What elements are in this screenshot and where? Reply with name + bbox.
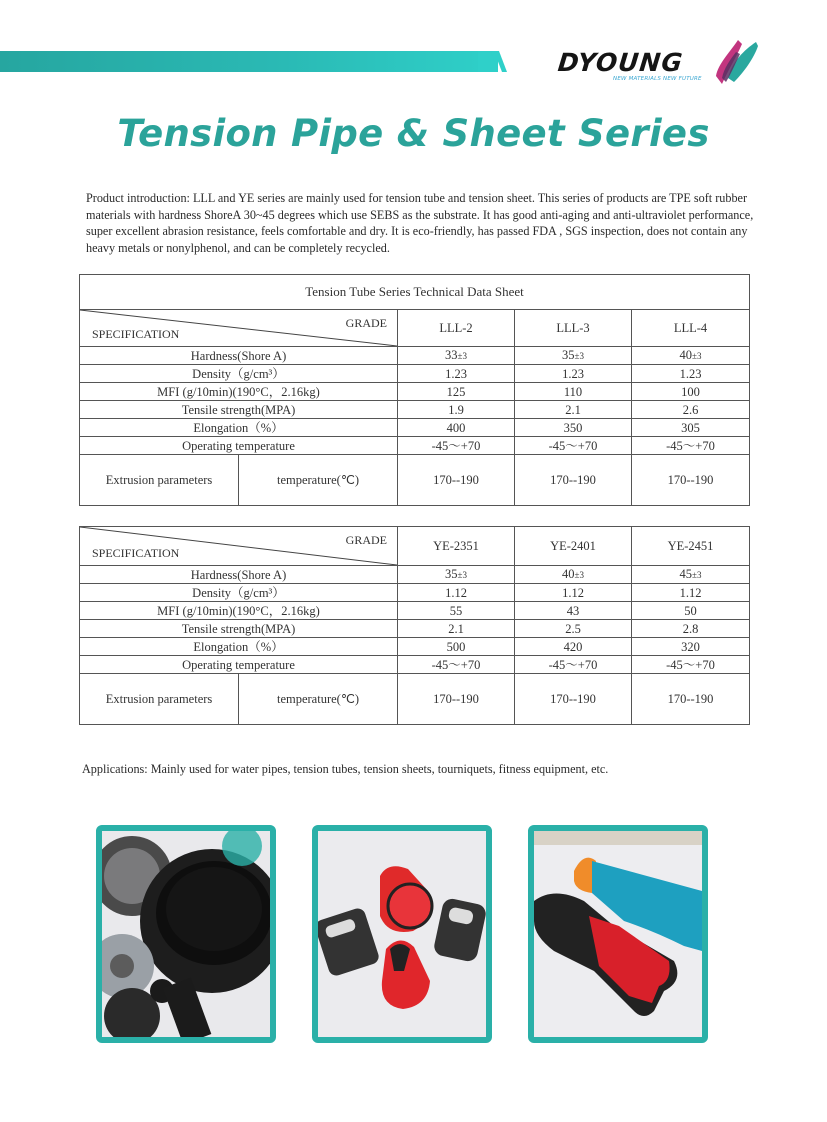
photo-diving-fins [528, 825, 708, 1043]
table-cell: 50 [632, 602, 750, 620]
table-row-extrusion [80, 674, 750, 725]
table-cell: 170--190 [632, 455, 750, 506]
grade-header: LLL-3 [515, 310, 632, 347]
row-label: Elongation（%） [80, 419, 398, 437]
photo-tension-handles [312, 825, 492, 1043]
spec-grade-diagonal-header [80, 310, 398, 347]
table-cell: 170--190 [515, 674, 632, 725]
table-row-tensile [80, 620, 750, 638]
row-label: Operating temperature [80, 656, 398, 674]
table-cell: 320 [632, 638, 750, 656]
spec-grade-diagonal-header [80, 527, 398, 566]
table-cell: 500 [398, 638, 515, 656]
row-label: Hardness(Shore A) [80, 347, 398, 365]
row-label: Tensile strength(MPA) [80, 401, 398, 419]
table-cell: 1.12 [515, 584, 632, 602]
table-cell: 1.12 [398, 584, 515, 602]
grade-header: YE-2351 [398, 527, 515, 566]
table-header-row [80, 527, 750, 566]
table-cell: 1.23 [515, 365, 632, 383]
page-title: Tension Pipe & Sheet Series [117, 112, 710, 155]
table-row-tensile [80, 401, 750, 419]
wheels-image [102, 831, 270, 1037]
table-cell: -45～+70 [398, 437, 515, 455]
table-cell: 43 [515, 602, 632, 620]
tension-tube-datasheet-table [79, 274, 750, 506]
table-row-elongation [80, 419, 750, 437]
grade-header: LLL-2 [398, 310, 515, 347]
table-cell: 110 [515, 383, 632, 401]
table-cell: 2.8 [632, 620, 750, 638]
row-label: Extrusion parameters [80, 674, 239, 725]
table-cell: 35±3 [398, 566, 515, 584]
fins-image [534, 831, 702, 1037]
table-cell: 55 [398, 602, 515, 620]
table-row-mfi [80, 602, 750, 620]
table-cell: 40±3 [632, 347, 750, 365]
table-cell: 1.23 [398, 365, 515, 383]
table-row-density [80, 365, 750, 383]
table-cell: 305 [632, 419, 750, 437]
table-cell: 170--190 [398, 674, 515, 725]
grade-label: GRADE [345, 533, 387, 547]
table-cell: -45～+70 [632, 437, 750, 455]
header-band [0, 51, 498, 72]
table-caption: Tension Tube Series Technical Data Sheet [80, 275, 750, 310]
table-row-operating-temp [80, 656, 750, 674]
table-cell: 33±3 [398, 347, 515, 365]
table-cell: 2.6 [632, 401, 750, 419]
product-introduction: Product introduction: LLL and YE series are mainly used for tension tube and tension sheet. This series of products are TPE soft rubber materials with hardness ShoreA 30~45 degrees which use SEBS as the substrate. It has good anti-aging and anti-ultraviolet performance, super excellent abrasion resistance, feels comfortable and dry. It is eco-friendly, has passed FDA , SGS inspection, does not contain any heavy metals or nonylphenol, and can be completely recycled. [86, 191, 754, 255]
header-band-slash [478, 51, 518, 72]
row-label: MFI (g/10min)(190°C，2.16kg) [80, 602, 398, 620]
table-cell: -45～+70 [515, 656, 632, 674]
table-cell: 35±3 [515, 347, 632, 365]
table-cell: 2.1 [398, 620, 515, 638]
table-row-elongation [80, 638, 750, 656]
table-cell: 170--190 [632, 674, 750, 725]
specification-label: SPECIFICATION [92, 546, 180, 560]
table-cell: 170--190 [515, 455, 632, 506]
table-cell: 2.5 [515, 620, 632, 638]
grade-header: YE-2401 [515, 527, 632, 566]
brand-name: DYOUNG [556, 48, 685, 77]
table-cell: 45±3 [632, 566, 750, 584]
row-label: MFI (g/10min)(190°C，2.16kg) [80, 383, 398, 401]
table-cell: 170--190 [398, 455, 515, 506]
table-cell: 40±3 [515, 566, 632, 584]
ye-series-datasheet-table [79, 526, 750, 725]
grade-label: GRADE [345, 316, 387, 330]
photo-rubber-wheels [96, 825, 276, 1043]
table-cell: 400 [398, 419, 515, 437]
table-cell: 350 [515, 419, 632, 437]
row-label: Density（g/cm³） [80, 365, 398, 383]
table-row-extrusion [80, 455, 750, 506]
table-cell: 1.23 [632, 365, 750, 383]
table-row-hardness [80, 566, 750, 584]
table-cell: 2.1 [515, 401, 632, 419]
table-cell: 125 [398, 383, 515, 401]
grade-header: YE-2451 [632, 527, 750, 566]
table-row-mfi [80, 383, 750, 401]
table-cell: -45～+70 [515, 437, 632, 455]
table-cell: 1.12 [632, 584, 750, 602]
handles-image [318, 831, 486, 1037]
row-label: Elongation（%） [80, 638, 398, 656]
table-cell: -45～+70 [398, 656, 515, 674]
table-cell: -45～+70 [632, 656, 750, 674]
table-row-operating-temp [80, 437, 750, 455]
row-label: Tensile strength(MPA) [80, 620, 398, 638]
brand-logo [558, 38, 768, 86]
row-label: Hardness(Shore A) [80, 566, 398, 584]
row-sublabel: temperature(℃) [239, 674, 398, 725]
table-cell: 420 [515, 638, 632, 656]
table-row-density [80, 584, 750, 602]
specification-label: SPECIFICATION [92, 327, 180, 341]
table-cell: 1.9 [398, 401, 515, 419]
table-header-row [80, 310, 750, 347]
applications-text: Applications: Mainly used for water pipes, tension tubes, tension sheets, tourniquets, fitness equipment, etc. [82, 762, 609, 776]
row-sublabel: temperature(℃) [239, 455, 398, 506]
table-row-hardness [80, 347, 750, 365]
table-cell: 100 [632, 383, 750, 401]
brand-tagline: NEW MATERIALS NEW FUTURE [613, 76, 702, 82]
row-label: Extrusion parameters [80, 455, 239, 506]
grade-header: LLL-4 [632, 310, 750, 347]
row-label: Density（g/cm³） [80, 584, 398, 602]
logo-mark-icon [710, 38, 762, 86]
row-label: Operating temperature [80, 437, 398, 455]
